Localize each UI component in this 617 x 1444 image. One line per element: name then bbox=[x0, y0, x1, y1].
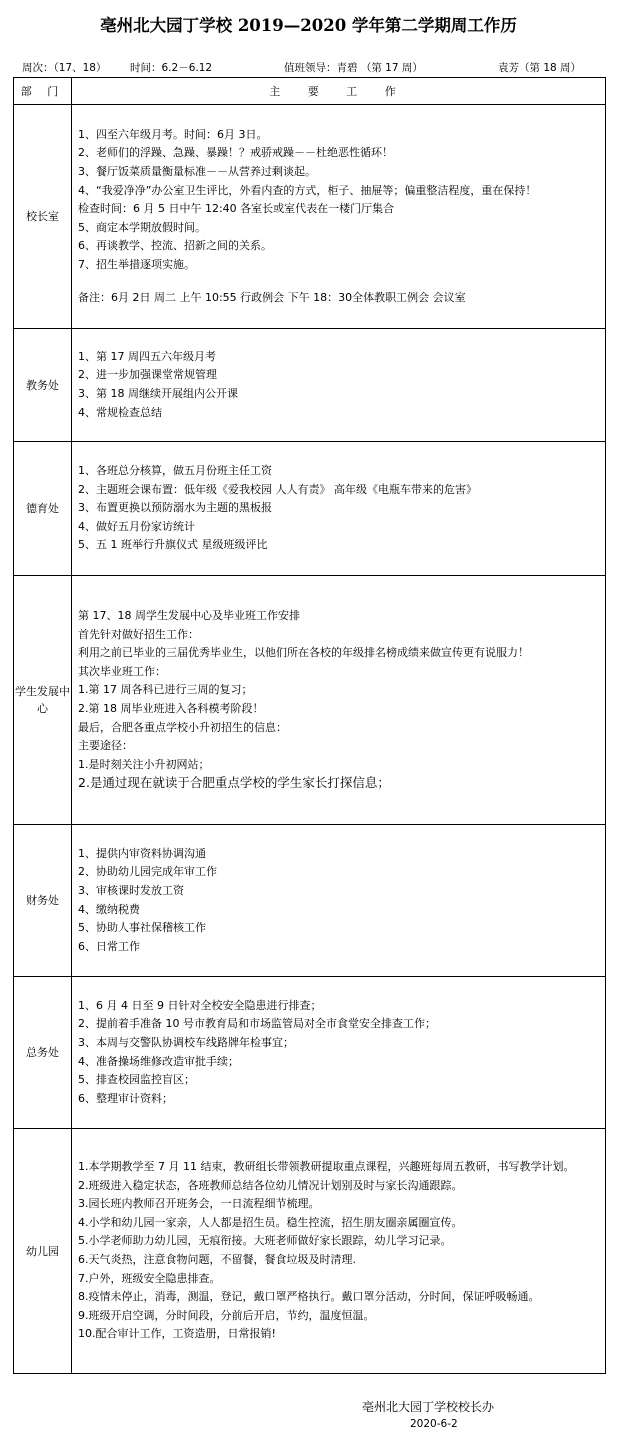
list-item: 8.疫情未停止，消毒，测温，登记，戴口罩严格执行。戴口罩分活动，分时间，保证呼吸畅通。 bbox=[78, 1290, 540, 1304]
section-row-finance bbox=[14, 825, 606, 977]
list-item: 1、四至六年级月考。时间：6月 3日。 bbox=[78, 127, 268, 141]
list-item: 6、整理审计资料； bbox=[78, 1091, 173, 1105]
list-item: 6.天气炎热，注意食物问题，不留餐，餐食垃圾及时清理. bbox=[78, 1253, 356, 1266]
dept-label: 财务处 bbox=[14, 825, 72, 977]
dept-label: 教务处 bbox=[14, 329, 72, 442]
list-item: 5、五 1 班举行升旗仪式 星级班级评比 bbox=[78, 538, 268, 552]
list-item: 4、缴纳税费 bbox=[78, 902, 140, 916]
time-info: 时间：6.2－6.12 bbox=[130, 62, 213, 74]
issuer-office: 亳州北大园丁学校校长办 bbox=[362, 1400, 495, 1414]
list-item: 3、本周与交警队协调校车线路牌年检事宜； bbox=[78, 1035, 294, 1049]
list-item: 4.小学和幼儿园一家亲，人人都是招生员。稳生控流，招生朋友圈亲属圈宣传。 bbox=[78, 1215, 463, 1229]
issue-date: 2020-6-2 bbox=[410, 1418, 458, 1430]
list-item: 检查时间：6 月 5 日中午 12:40 各室长或室代表在一楼门厅集合 bbox=[78, 202, 395, 216]
list-item: 首先针对做好招生工作： bbox=[78, 627, 199, 641]
list-item: 1、第 17 周四五六年级月考 bbox=[78, 349, 216, 363]
section-content bbox=[72, 329, 606, 442]
duty-leader-second: 袁芳（第 18 周） bbox=[498, 62, 582, 74]
list-item: 主要途径： bbox=[78, 739, 133, 753]
list-item: 2、主题班会课布置：低年级《爱我校园 人人有责》 高年级《电瓶车带来的危害》 bbox=[78, 482, 477, 496]
dept-label: 德育处 bbox=[14, 442, 72, 576]
list-item: 3、餐厅饭菜质量衡量标准－－从营养过剩谈起。 bbox=[78, 165, 316, 179]
list-item: 3.园长班内教师召开班务会，一日流程细节梳理。 bbox=[78, 1197, 320, 1211]
list-item: 最后，合肥各重点学校小升初招生的信息： bbox=[78, 720, 287, 734]
dept-label: 幼儿园 bbox=[14, 1129, 72, 1374]
header-dept: 部 门 bbox=[14, 78, 72, 105]
list-item: 2.第 18 周毕业班进入各科模考阶段！ bbox=[78, 702, 264, 715]
list-item: 9.班级开启空调，分时间段，分前后开启，节约，温度恒温。 bbox=[78, 1308, 375, 1322]
section-content bbox=[72, 825, 606, 977]
section-row-student-dev bbox=[14, 576, 606, 825]
table-header-row bbox=[14, 78, 606, 105]
list-item: 其次毕业班工作： bbox=[78, 664, 166, 678]
list-item: 6、日常工作 bbox=[78, 939, 140, 953]
list-item: 3、布置更换以预防溺水为主题的黑板报 bbox=[78, 501, 272, 515]
dept-label: 校长室 bbox=[14, 105, 72, 329]
list-item: 利用之前已毕业的三届优秀毕业生，以他们所在各校的年级排名榜成绩来做宣传更有说服力！ bbox=[78, 646, 529, 660]
list-item: 1、各班总分核算，做五月份班主任工资 bbox=[78, 464, 272, 478]
list-item: 2、提前着手准备 10 号市教育局和市场监管局对全市食堂安全排查工作； bbox=[78, 1017, 436, 1031]
list-item: 4、准备操场维修改造审批手续； bbox=[78, 1054, 239, 1068]
dept-label: 学生发展中心 bbox=[14, 576, 72, 825]
duty-leader-info: 值班领导：青碧 （第 17 周） bbox=[284, 62, 423, 74]
list-item: 5、协助人事社保稽核工作 bbox=[78, 921, 206, 935]
section-row-principal bbox=[14, 105, 606, 329]
section-row-kindergarten bbox=[14, 1129, 606, 1374]
list-item: 1.第 17 周各科已进行三周的复习； bbox=[78, 683, 253, 697]
list-item: 1、6 月 4 日至 9 日针对全校安全隐患进行排查； bbox=[78, 998, 322, 1012]
work-calendar-table bbox=[13, 77, 606, 1374]
list-item: 2、进一步加强课堂常规管理 bbox=[78, 368, 217, 382]
list-item: 6、再谈教学、控流、招新之间的关系。 bbox=[78, 239, 272, 253]
list-item: 1.本学期教学至 7 月 11 结束，教研组长带领教研提取重点课程，兴趣班每周五教研，书写教学计划。 bbox=[78, 1160, 575, 1174]
list-item: 5.小学老师助力幼儿园，无痕衔接。大班老师做好家长跟踪，幼儿学习记录。 bbox=[78, 1234, 452, 1248]
section-row-general-affairs bbox=[14, 977, 606, 1129]
list-item: 5、排查校园监控盲区； bbox=[78, 1073, 195, 1087]
list-item: 4、常规检查总结 bbox=[78, 405, 162, 419]
section-content bbox=[72, 977, 606, 1129]
list-item: 1.是时刻关注小升初网站； bbox=[78, 757, 210, 771]
list-item: 2.是通过现在就读于合肥重点学校的学生家长打探信息； bbox=[78, 775, 390, 791]
header-work: 主 要 工 作 bbox=[72, 78, 606, 105]
list-item: 2、协助幼儿园完成年审工作 bbox=[78, 865, 217, 879]
week-info: 周次：（17、18） bbox=[22, 62, 107, 74]
list-item: 3、第 18 周继续开展组内公开课 bbox=[78, 387, 238, 400]
list-item: 第 17、18 周学生发展中心及毕业班工作安排 bbox=[78, 609, 300, 623]
list-item: 2.班级进入稳定状态，各班教师总结各位幼儿情况计划别及时与家长沟通跟踪。 bbox=[78, 1178, 463, 1192]
document-title: 亳州北大园丁学校 2019—2020 学年第二学期周工作历 bbox=[100, 16, 517, 35]
meeting-note: 备注：6月 2日 周二 上午 10:55 行政例会 下午 18：30全体教职工例会 会议室 bbox=[78, 290, 466, 304]
section-row-academic bbox=[14, 329, 606, 442]
list-item: 10.配合审计工作，工资造册，日常报销! bbox=[78, 1327, 276, 1341]
section-content bbox=[72, 576, 606, 825]
list-item: 7.户外，班级安全隐患排查。 bbox=[78, 1271, 221, 1285]
list-item: 4、“我爱净净”办公室卫生评比，外看内查的方式，柜子、抽屉等；偏重整洁程度，重在保持！ bbox=[78, 183, 537, 197]
list-item: 5、商定本学期放假时间。 bbox=[78, 220, 206, 234]
section-content bbox=[72, 442, 606, 576]
section-content bbox=[72, 1129, 606, 1374]
list-item: 3、审核课时发放工资 bbox=[78, 883, 184, 897]
list-item: 1、提供内审资料协调沟通 bbox=[78, 846, 206, 860]
section-row-moral bbox=[14, 442, 606, 576]
list-item: 4、做好五月份家访统计 bbox=[78, 519, 195, 533]
section-content bbox=[72, 105, 606, 329]
list-item: 2、老师们的浮躁、急躁、暴躁！？戒骄戒躁－－杜绝恶性循环！ bbox=[78, 146, 393, 160]
dept-label: 总务处 bbox=[14, 977, 72, 1129]
list-item: 7、招生举措逐项实施。 bbox=[78, 257, 195, 271]
